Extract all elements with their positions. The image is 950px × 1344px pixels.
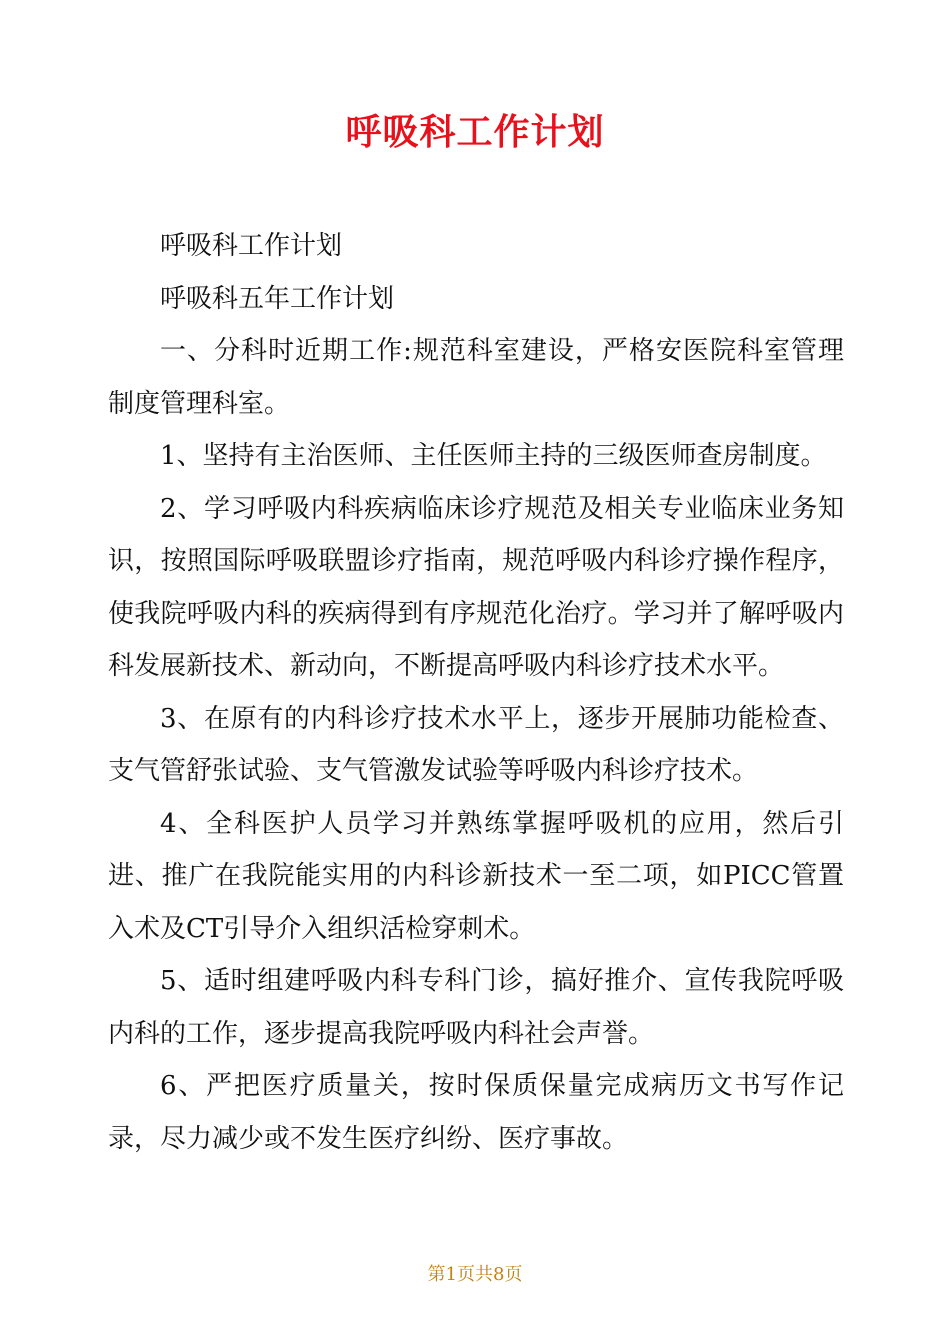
document-body	[108, 220, 844, 1165]
paragraph-item-3: 3、在原有的内科诊疗技术水平上，逐步开展肺功能检查、支气管舒张试验、支气管激发试验等呼吸内科诊疗技术。	[108, 703, 844, 786]
paragraph-item-2: 2、学习呼吸内科疾病临床诊疗规范及相关专业临床业务知识，按照国际呼吸联盟诊疗指南，规范呼吸内科诊疗操作程序，使我院呼吸内科的疾病得到有序规范化治疗。学习并了解呼吸内科发展新技术、新动向，不断提高呼吸内科诊疗技术水平。	[108, 493, 844, 681]
page-footer: 第1页共8页	[427, 1264, 523, 1285]
paragraph-doc-name: 呼吸科工作计划	[160, 231, 343, 261]
paragraph-section-1: 一、分科时近期工作:规范科室建设，严格安医院科室管理制度管理科室。	[108, 336, 844, 419]
page-title: 呼吸科工作计划	[345, 112, 605, 153]
paragraph-item-4: 4、全科医护人员学习并熟练掌握呼吸机的应用，然后引进、推广在我院能实用的内科诊新技术一至二项，如PICC管置入术及CT引导介入组织活检穿刺术。	[108, 808, 844, 944]
paragraph-item-6: 6、严把医疗质量关，按时保质保量完成病历文书写作记录，尽力减少或不发生医疗纠纷、医疗事故。	[108, 1071, 844, 1154]
paragraph-plan-name: 呼吸科五年工作计划	[160, 283, 395, 314]
paragraph-item-5: 5、适时组建呼吸内科专科门诊，搞好推介、宣传我院呼吸内科的工作，逐步提高我院呼吸内科社会声誉。	[108, 966, 844, 1049]
paragraph-item-1: 1、坚持有主治医师、主任医师主持的三级医师查房制度。	[160, 441, 827, 471]
